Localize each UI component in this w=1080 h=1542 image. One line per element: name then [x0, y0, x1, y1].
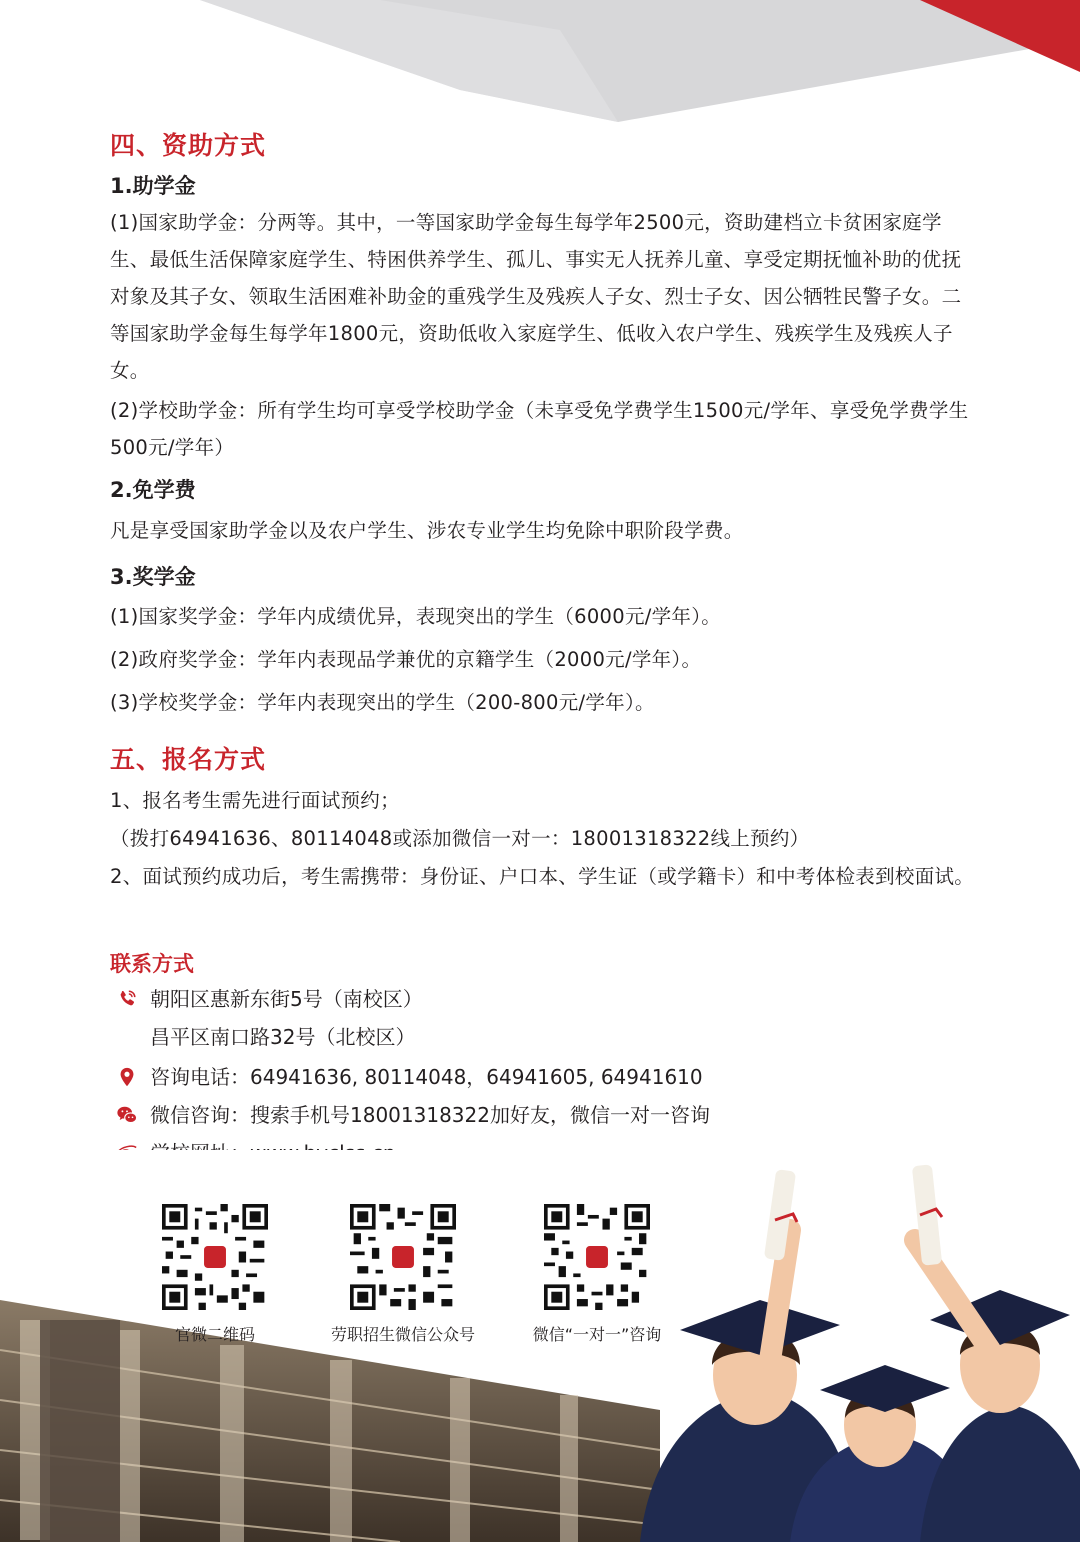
address-north-campus: 昌平区南口路32号（北校区） [150, 1025, 416, 1049]
top-decoration [0, 0, 1080, 130]
tuition-heading: 2.免学费 [110, 478, 196, 502]
scholarship-national: (1)国家奖学金：学年内成绩优异，表现突出的学生（6000元/学年）。 [110, 605, 722, 628]
section-title-funding: 四、资助方式 [110, 131, 267, 160]
phone-icon [116, 988, 138, 1010]
tuition-paragraph: 凡是享受国家助学金以及农户学生、涉农专业学生均免除中职阶段学费。 [110, 519, 744, 542]
scholarship-school: (3)学校奖学金：学年内表现突出的学生（200-800元/学年）。 [110, 691, 655, 714]
scholarship-heading: 3.奖学金 [110, 565, 196, 589]
grant-heading: 1.助学金 [110, 174, 196, 198]
qr-label-official-wechat: 官微二维码 [174, 1325, 255, 1344]
qr-label-admissions-account: 劳职招生微信公众号 [330, 1325, 475, 1344]
registration-step-1: 1、报名考生需先进行面试预约； [110, 789, 400, 812]
wechat-icon [116, 1104, 138, 1126]
location-pin-icon [116, 1066, 138, 1088]
qr-label-one-on-one: 微信“一对一”咨询 [532, 1325, 662, 1344]
scholarship-government: (2)政府奖学金：学年内表现品学兼优的京籍学生（2000元/学年）。 [110, 648, 702, 671]
wechat-consult: 微信咨询：搜索手机号18001318322加好友，微信一对一咨询 [150, 1103, 710, 1127]
registration-step-1-note: （拨打64941636、80114048或添加微信一对一：18001318322线上预约） [110, 827, 810, 850]
qr-code-admissions-official-account [350, 1204, 456, 1310]
grant-paragraph-national: (1)国家助学金：分两等。其中，一等国家助学金每生每学年2500元，资助建档立卡贫困家庭学生、最低生活保障家庭学生、特困供养学生、孤儿、事实无人抚养儿童、享受定期抚恤补助的优抚对象及其子女、领取生活困难补助金的重残学生及残疾人子女、烈士子女、因公牺牲民警子女。二等国家助学金每生每学年1800元，资助低收入家庭学生、低收入农户学生、残疾学生及残疾人子女。 [110, 211, 962, 382]
contact-title: 联系方式 [110, 952, 194, 976]
registration-step-2: 2、面试预约成功后，考生需携带：身份证、户口本、学生证（或学籍卡）和中考体检表到校面试。 [110, 865, 975, 888]
section-title-registration: 五、报名方式 [110, 745, 267, 774]
address-south-campus: 朝阳区惠新东街5号（南校区） [150, 987, 423, 1011]
grant-paragraph-school: (2)学校助学金：所有学生均可享受学校助学金（未享受免学费学生1500元/学年、享受免学费学生500元/学年） [110, 399, 969, 459]
qr-code-one-on-one-wechat [544, 1204, 650, 1310]
phone-numbers: 咨询电话：64941636, 80114048，64941605, 64941610 [150, 1065, 703, 1089]
qr-code-official-wechat [162, 1204, 268, 1310]
